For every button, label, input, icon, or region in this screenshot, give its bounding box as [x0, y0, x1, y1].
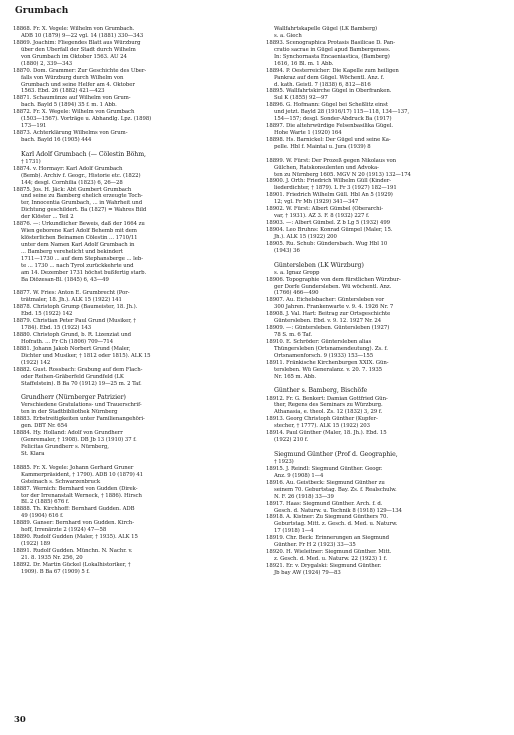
bibliography-entry-line: ger Dorfe Gundersleben. Wü wöchentl. Anz. [274, 283, 392, 290]
bibliography-entry-line: 18902. W. Fürst: Albert Gümbel (Oberarchi- [266, 206, 383, 213]
bibliography-entry-line: Nr. 165 m. Abb. [274, 373, 317, 380]
bibliography-entry-line: 18875. Jos. H. Jäck: Abt Gumbert Grumbach [13, 186, 132, 193]
bibliography-entry-line: unter dem Namen Karl Adolf Grumbach in [21, 242, 135, 249]
bibliography-entry-line: (1922) 210 f. [274, 437, 309, 444]
bibliography-entry-line: cratio sacrae in Gügel apud Bambergenses. [274, 46, 391, 53]
bibliography-entry-line: 18891. Rudolf Gudden. Münchn. N. Nachr. v. [13, 548, 133, 554]
bibliography-entry-line: Kammerpräsident, † 1790). ADB 10 (1879) 41 [21, 471, 144, 478]
bibliography-entry-line: tor der Irrenanstalt Werneck, † 1886). Hirsch [21, 492, 142, 499]
bibliography-entry-line: 18907. Au. Eichelsbacher: Güntersleben vor [266, 297, 385, 304]
bibliography-entry-line: (Genremaler, † 1908). DB Jb 13 (1910) 37 f. [21, 437, 137, 444]
bibliography-entry-line: 12; vgl. Fr Mh (1929) 341—347 [274, 199, 359, 206]
bibliography-entry-line: St. Klara [21, 451, 45, 458]
section-spacer [13, 144, 249, 151]
bibliography-entry-line: und seine zu Bamberg ehelich erzeugte Toch- [21, 193, 143, 200]
bibliography-entry-line: In: Synchornasta Encaeniastica, (Bamberg) [274, 53, 390, 60]
bibliography-entry-line: 18914. Paul Günther (Maler, 18. Jh.). Ebd. 15 [266, 430, 387, 437]
bibliography-entry-line: Gesch. d. Naturw. u. Technik 8 (1918) 129—134 [274, 507, 402, 514]
bibliography-entry-line: 18887. Wernich: Bernhard von Gudden (Direk- [13, 485, 138, 492]
section-heading-line: Güntersleben (LK Würzburg) [274, 261, 364, 269]
bibliography-entry-line: 18889. Ganser: Bernhard von Gudden. Kirch- [13, 520, 134, 527]
bibliography-entry-line: 18899. W. Fürst: Der Prozeß gegen Nikolaus von [266, 157, 397, 164]
bibliography-entry-line: Pankraz auf dem Gügel. Wöchentl. Anz. f. [274, 74, 385, 81]
bibliography-entry-line: Sul K (1855) 92—97 [274, 95, 328, 102]
right-column [266, 26, 502, 577]
section-spacer [266, 255, 502, 262]
section-heading-line: Günther s. Bamberg, Bischöfe [274, 387, 368, 395]
bibliography-entry-line: Wallfahrtskapelle Gügel (LK Bamberg) [274, 26, 378, 32]
bibliography-entry-line: (1766) 466—490 [274, 290, 319, 297]
bibliography-entry-line: 18910. E. Schröder: Güntersleben alias [266, 339, 372, 346]
bibliography-entry-line: Geburtstag. Mitt. z. Gesch. d. Med. u. Naturw. [274, 521, 398, 528]
bibliography-entry-line: über den Überfall der Stadt durch Wilhelm [21, 46, 136, 53]
bibliography-entry-line: Anz. 9 (1908) 1—4 [274, 472, 324, 479]
bibliography-entry-line: 144; desgl. Cornhilia (1823) 6, 26—28 [21, 179, 123, 186]
bibliography-entry-line: 18911. Fränkische Kirchenburgen XXIX. Gün- [266, 359, 389, 366]
bibliography-entry-line: am 14. Dezember 1731 höchst bußfertig starb. [21, 269, 147, 276]
bibliography-entry-line: und jetzt. Bayld 28 (1916/17) 115—118, 134—137, [274, 109, 410, 116]
bibliography-entry-line: (1503—1567). Vorträge u. Abhandlg. Lpz. (1898) [21, 116, 152, 123]
section-spacer [13, 458, 249, 465]
page-number: 30 [14, 715, 26, 725]
bibliography-entry-line: Thüngersleben (Ortsnamendeutung). Zs. f. [274, 345, 388, 352]
bibliography-entry-line: z. Gesch. d. Med. u. Naturw. 22 (1923) 1 f. [274, 556, 388, 563]
bibliography-entry-line: Dichter und Musiker, † 1812 oder 1815). ALK 15 [21, 352, 151, 359]
bibliography-entry-line: 78 S. m. 6 Taf. [274, 332, 312, 339]
bibliography-entry-line: pelle. Hbl f. Maintal u. Jura (1939) 8 [274, 143, 371, 150]
bibliography-entry-line: 18894. P. Oesterreicher: Die Kapelle zum heiligen [266, 67, 399, 74]
bibliography-entry-line: 18880. Christoph Grund, b. R. Lizenziat und [13, 332, 132, 339]
bibliography-entry-line: 18885. Fr. X. Vegele: Johann Gerhard Gruner [13, 464, 134, 471]
bibliography-entry-line: 18896. G. Hofmann: Gügel bei Scheßlitz einst [266, 102, 388, 109]
bibliography-entry-line: klösterlichen Beinamen Cölestin ... 1710/11 [21, 235, 138, 242]
section-spacer [13, 284, 249, 291]
bibliography-entry-line: ther, Regens des Seminars zu Würzburg. [274, 402, 383, 409]
bibliography-entry-line: ADB 10 (1879) 9—22 vgl. 14 (1881) 330—343 [21, 32, 144, 39]
bibliography-entry-line: Verschiedene Gratulations- und Trauerschrif- [21, 402, 142, 409]
bibliography-entry-line: 18882. Gust. Rossbach: Grabung auf dem Flach- [13, 366, 143, 373]
bibliography-entry-line: BL 2 (1885) 676 f. [21, 499, 70, 506]
bibliography-entry-line: 18909. —: Güntersleben. Güntersleben (1927) [266, 325, 390, 332]
bibliography-entry-line: var, † 1931). AZ 3. F. 8 (1932) 227 f. [274, 213, 370, 220]
bibliography-entry-line: 18868. Fr. X. Vegele: Wilhelm von Grumbach. [13, 26, 135, 32]
bibliography-entry-line: 18873. Achterklärung Wilhelms von Grum- [13, 130, 128, 137]
section-spacer [266, 444, 502, 451]
bibliography-entry-line: Güntersleben. Ebd. v. 9. 12. 1927 Nr. 24 [274, 318, 382, 325]
section-spacer [13, 388, 249, 395]
bibliography-entry-line: 18884. Hy. Holland: Adolf von Grundherr [13, 430, 123, 437]
bibliography-entry-line: 18918. A. Kistner: Zu Siegmund Günthers 70. [266, 514, 389, 521]
bibliography-entry-line: falls von Würzburg durch Wilhelm von [21, 74, 124, 81]
bibliography-entry-line: 18888. Th. Kirchhoff: Bernhard Gudden. ADB [13, 506, 135, 513]
bibliography-entry-line: 18905. Ru. Schub: Gündersbach. Wug Hbl 10 [266, 240, 388, 247]
bibliography-entry-line: 18869. Joachim: Fliegendes Blatt aus Würzburg [13, 39, 141, 46]
left-column [13, 26, 249, 576]
bibliography-entry-line: 1711—1730 ... auf dem Stephansberge ... leb- [21, 255, 144, 262]
bibliography-entry-line: 1784). Ebd. 15 (1922) 143 [21, 325, 92, 332]
bibliography-entry-line: 18872. Fr. X. Wegele: Wilhelm von Grumbach [13, 109, 135, 116]
bibliography-entry-line: s. a. Ignaz Gropp [274, 269, 320, 276]
bibliography-entry-line: 18879. Christian Peter Paul Grund (Musiker, † [13, 318, 137, 325]
bibliography-entry-line: 154—157; desgl. Sonder-Abdruck Ba (1917) [274, 116, 392, 123]
bibliography-entry-line: trätmaler, 18. Jh.). ALK 15 (1922) 141 [21, 297, 122, 304]
bibliography-entry-line: 21. 8. 1935 Nr. 256, 20 [21, 554, 83, 561]
bibliography-entry-line: 18901. Friedrich Wilhelm Güll. Hbl An 5 (1929) [266, 192, 393, 199]
bibliography-entry-line: ter, Innocentia Grumbach, ... in Wahrheit und [21, 200, 143, 207]
bibliography-entry-line: 18890. Rudolf Gudden (Maler, † 1935). ALK 15 [13, 534, 138, 541]
bibliography-entry-line: 18893. Scenographica Protasis Basilicae D. Pan- [266, 39, 396, 46]
bibliography-entry-line: 18878. Christoph Grump (Baumeister, 18. Jh.). [13, 304, 138, 311]
bibliography-entry-line: N. F. 26 (1918) 33—39 [274, 493, 334, 500]
bibliography-entry-line: 18920. H. Wieleitner: Siegmund Günther. Mitt. [266, 549, 392, 556]
bibliography-entry-line: Gülchen, Ratskonsulenten und Advoka- [274, 164, 379, 171]
bibliography-entry-line: ten zu Nürnberg 1605. MGV N 20 (1913) 132—174 [274, 171, 411, 178]
bibliography-entry-line: 18871. Schaumünze auf Wilhelm von Grum- [13, 95, 131, 102]
bibliography-entry-line: 18883. Erbstreitigkeiten unter Familienangehöri- [13, 416, 145, 423]
bibliography-entry-line: hoff, Irrenärzte 2 (1924) 47—58 [21, 527, 107, 534]
bibliography-entry-line: bach. Bayld 16 (1905) 444 [21, 137, 92, 143]
section-spacer [266, 381, 502, 388]
bibliography-entry-line: Staffelstein). B Ba 70 (1912) 19—25 m. 2 Taf. [21, 380, 142, 387]
bibliography-entry-line: d. kath. Geistl. 7 (1838) 6, 812—816 [274, 81, 371, 88]
bibliography-entry-line: ten in der Stadtbibliothek Nürnberg [21, 409, 118, 416]
bibliography-entry-line: Hofrath. ... Fr Ch (1806) 709—714 [21, 339, 114, 346]
bibliography-entry-line: Grumbach und seine Helfer am 4. Oktober [21, 81, 135, 88]
bibliography-entry-line: 18913. Georg Christoph Günther (Kupfer- [266, 416, 378, 423]
bibliography-entry-line: 18900. J. Orth: Friedrich Wilhelm Güll (Kinder- [266, 178, 392, 185]
bibliography-entry-line: 49 (1904) 616 f. [21, 513, 64, 520]
bibliography-entry-line: 18906. Topographie von dem fürstlichen Würzbur- [266, 276, 401, 283]
bibliography-entry-line: 1909). B Ba 67 (1909) 5 f. [21, 568, 90, 575]
bibliography-entry-line: (1880) 2, 339—343 [21, 60, 73, 67]
bibliography-entry-line: bach. Bayld 5 (1894) 35 f. m. 1 Abb. [21, 102, 117, 109]
bibliography-entry-line: te ... 1730 ... nach Tyrol zurückkehrte und [21, 262, 134, 269]
bibliography-entry-line: tersleben. Wü Generalanz. v. 20. 7. 1935 [274, 366, 383, 373]
bibliography-entry-line: Dichtung geschildert. Ba (1827) = Wahres Bild [21, 207, 147, 214]
bibliography-entry-line: 18892. Dr. Martin Gückel (Lokalhistoriker, † [13, 561, 131, 568]
bibliography-entry-line: 173—191 [21, 123, 47, 130]
bibliography-entry-line: 18904. Leo Bruhns: Konrad Gümpel (Maler, 15. [266, 227, 393, 234]
bibliography-entry-line: 18881. Johann Jakob Norbert Grund (Maler, [13, 345, 131, 352]
bibliography-entry-line: 18915. J. Reindl: Siegmund Günther. Geogr. [266, 465, 383, 472]
bibliography-entry-line: 1563. Ebd. 26 (1882) 421—423 [21, 88, 105, 95]
bibliography-entry-line: 18912. Fr. G. Benkert: Damian Gottfried Gün- [266, 395, 388, 402]
bibliography-entry-line: Ortsnamenforsch. 9 (1933) 153—155 [274, 352, 374, 359]
bibliography-entry-line: 18919. Chr. Beck: Erinnerungen an Siegmund [266, 535, 390, 542]
bibliography-entry-line: Ebd. 15 (1922) 142 [21, 311, 73, 318]
bibliography-entry-line: 17 (1918) 1—4 [274, 528, 314, 535]
bibliography-entry-line: (1943) 36 [274, 247, 300, 254]
bibliography-entry-line: 18876. —: Urkundlicher Beweis, daß der 1664 zu [13, 221, 145, 228]
bibliography-entry-line: 18895. Wallfahrtskirche Gügel in Oberfranken. [266, 88, 392, 95]
bibliography-entry-line: Athanasia, e. theol. Zs. 12 (1832) 3, 29 f. [274, 409, 383, 416]
bibliography-entry-line: 18898. Hs. Barnickel: Der Gügel und seine Ka- [266, 137, 391, 143]
bibliography-entry-line: † 1731) [21, 158, 41, 165]
section-heading-line: Siegmund Günther (Prof d. Geographie, [274, 450, 398, 458]
bibliography-entry-line: 18877. W. Fries: Anton E. Grumbrecht (Por- [13, 290, 130, 297]
bibliography-entry-line: seinem 70. Geburtstag. Bay. Zs. f. Realschulw. [274, 486, 397, 493]
bibliography-entry-line: (1922) 189 [21, 541, 51, 548]
bibliography-entry-line: Wien geborene Karl Adolf Behemb mit dem [21, 228, 137, 235]
bibliography-entry-line: (Bemb). Archiv f. Geogr., Historie etc. (1822) [21, 172, 141, 179]
bibliography-entry-line: 1616, 16 Bl. m. 1 Abb. [274, 60, 334, 67]
bibliography-entry-line: 300 Jahren. Frankenwarte v. 9. 4. 1926 Nr. 7 [274, 304, 394, 311]
bibliography-entry-line: 18903. —: Albert Gümbel. Z b Lg 5 (1932) 499 [266, 220, 391, 227]
bibliography-entry-line: † 1923) [274, 458, 294, 465]
bibliography-entry-line: liederdichter, † 1879). L Fr 3 (1927) 182—191 [274, 185, 397, 192]
bibliography-entry-line: 18921. Er. v. Drygalski: Siegmund Günther. [266, 563, 382, 569]
bibliography-entry-line: 18916. Au. Geistbeck: Siegmund Günther zu [266, 479, 385, 486]
bibliography-entry-line: 18897. Die altehrwürdige Felsenbasilika Gügel. [266, 123, 394, 130]
running-head: Grumbach [15, 6, 69, 16]
bibliography-entry-line: von Grumbach im Oktober 1563. AU 24 [21, 53, 127, 60]
bibliography-entry-line: Jb bay AW (1924) 79—83 [274, 569, 341, 576]
bibliography-entry-line: 18917. Haas: Siegmund Günther. Arch. f. d. [266, 500, 383, 507]
bibliography-entry-line: stecher, † 1777). ALK 15 (1922) 203 [274, 423, 370, 430]
bibliography-entry-line: 18908. J. Val. Hart: Beitrag zur Ortsgeschichte [266, 311, 391, 318]
bibliography-entry-line: Günther. Fr H 2 (1923) 33—35 [274, 542, 356, 549]
bibliography-entry-line: gen. DBT Nr. 654 [21, 423, 68, 430]
bibliography-entry-line: 18870. Dom. Grammer: Zur Geschichte des Über- [13, 67, 147, 74]
bibliography-entry-line: der Klöster ... Teil 2 [21, 214, 74, 221]
bibliography-entry-line: Jh.). ALK 15 (1922) 200 [274, 233, 337, 240]
section-heading-line: Grundherr (Nürnberger Patrizier) [21, 394, 126, 402]
bibliography-entry-line: Ba Diözesan-Bl. (1845) 6, 43—49 [21, 276, 109, 283]
bibliography-entry-line: 18874. v. Hormayr: Karl Adolf Grumbach [13, 165, 123, 172]
bibliography-entry-line: oder Reihen-Gräberfeld Grundfeld (LK [21, 373, 124, 380]
bibliography-entry-line: (1922) 142 [21, 359, 51, 366]
section-spacer [266, 151, 502, 158]
bibliography-entry-line: Felicitas Grundherr s. Nürnberg, [21, 444, 109, 451]
section-heading-line: Karl Adolf Grumbach (— Cölestin Böhm, [21, 150, 146, 158]
bibliography-entry-line: Hohe Warte 1 (1920) 164 [274, 130, 342, 137]
bibliography-entry-line: s. a. Giech [274, 32, 302, 39]
bibliography-entry-line: Gsteinach s. Schwarzenbruck [21, 478, 101, 485]
bibliography-entry-line: ... Bamberg verehelicht und bekindert [21, 248, 123, 255]
